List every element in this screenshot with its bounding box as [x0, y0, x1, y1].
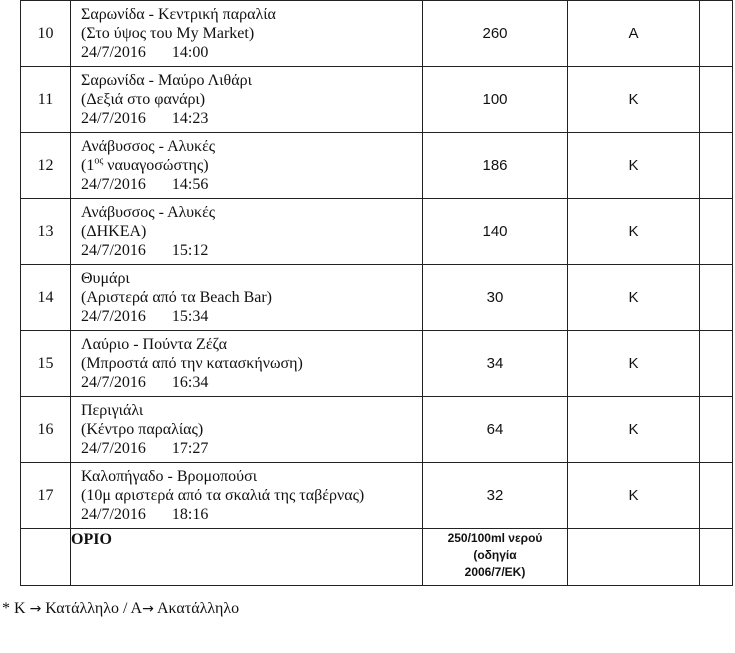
sample-time: 14:56: [171, 176, 209, 193]
limit-extra-empty-cell: [700, 529, 733, 586]
sample-time: 15:12: [171, 242, 209, 259]
location-detail: (Κέντρο παραλίας): [81, 421, 204, 438]
location-name: Λαύριο - Πούντα Ζέζα: [81, 336, 227, 353]
classification: Κ: [568, 331, 700, 397]
location-detail-superscript: ος: [94, 155, 104, 167]
extra-empty-cell: [700, 67, 733, 133]
table-row: [21, 331, 733, 397]
location-detail: [81, 156, 422, 175]
limit-line-2: (οδηγία: [473, 548, 517, 562]
sample-datetime: [81, 241, 422, 260]
location-detail-prefix: (1: [81, 157, 95, 174]
legend: [2, 600, 239, 618]
legend-arrow-2: →: [142, 601, 154, 617]
measurement-value: 140: [423, 199, 568, 265]
legend-mid: Κατάλληλο / Α: [45, 600, 143, 617]
location-detail: (Στο ύψος του My Market): [81, 25, 255, 42]
limit-value: [423, 529, 568, 586]
sample-time: 14:00: [171, 44, 209, 61]
extra-empty-cell: [700, 397, 733, 463]
location-cell: [71, 133, 423, 199]
limit-line-3: 2006/7/ΕΚ): [464, 565, 526, 579]
classification: Κ: [568, 397, 700, 463]
legend-suffix: Ακατάλληλο: [156, 600, 240, 617]
classification: Κ: [568, 199, 700, 265]
extra-empty-cell: [700, 265, 733, 331]
legend-arrow-1: →: [29, 601, 42, 617]
location-detail-suffix: ναυαγοσώστης): [103, 157, 209, 174]
measurement-value: 186: [423, 133, 568, 199]
location-detail: (Αριστερά από τα Beach Bar): [81, 289, 272, 306]
location-cell: [71, 265, 423, 331]
row-number: 17: [21, 463, 71, 529]
location-detail: (Μπροστά από την κατασκήνωση): [81, 355, 303, 372]
sample-date: 24/7/2016: [81, 242, 146, 259]
location-name: Ανάβυσσος - Αλυκές: [81, 204, 216, 221]
measurement-value: 32: [423, 463, 568, 529]
sample-datetime: [81, 307, 422, 326]
sample-date: 24/7/2016: [81, 44, 146, 61]
sample-datetime: [81, 373, 422, 392]
sample-time: 18:16: [171, 506, 209, 523]
row-number: 11: [21, 67, 71, 133]
location-cell: [71, 463, 423, 529]
limit-line-1: 250/100ml νερού: [447, 531, 543, 545]
sample-date: 24/7/2016: [81, 176, 146, 193]
location-cell: [71, 67, 423, 133]
sample-datetime: [81, 109, 422, 128]
sample-time: 14:23: [171, 110, 209, 127]
sample-date: 24/7/2016: [81, 506, 146, 523]
measurement-value: 34: [423, 331, 568, 397]
results-table: [20, 0, 733, 586]
sample-time: 15:34: [171, 308, 209, 325]
limit-class-empty-cell: [568, 529, 700, 586]
extra-empty-cell: [700, 463, 733, 529]
location-detail: (10μ αριστερά από τα σκαλιά της ταβέρνας): [81, 487, 365, 504]
measurement-value: 260: [423, 1, 568, 67]
extra-empty-cell: [700, 199, 733, 265]
table-row: [21, 133, 733, 199]
classification: Κ: [568, 463, 700, 529]
extra-empty-cell: [700, 331, 733, 397]
measurement-value: 64: [423, 397, 568, 463]
row-number: 16: [21, 397, 71, 463]
sample-datetime: [81, 175, 422, 194]
location-cell: [71, 397, 423, 463]
sample-date: 24/7/2016: [81, 440, 146, 457]
location-cell: [71, 1, 423, 67]
table-row: [21, 199, 733, 265]
location-detail: (ΔΗΚΕΑ): [81, 223, 147, 240]
table-row: [21, 1, 733, 67]
sample-date: 24/7/2016: [81, 374, 146, 391]
sample-date: 24/7/2016: [81, 110, 146, 127]
sample-time: 17:27: [171, 440, 209, 457]
extra-empty-cell: [700, 133, 733, 199]
classification: Κ: [568, 67, 700, 133]
results-table-body: [21, 1, 733, 529]
measurement-value: 100: [423, 67, 568, 133]
location-name: Ανάβυσσος - Αλυκές: [81, 138, 216, 155]
location-name: Σαρωνίδα - Μαύρο Λιθάρι: [81, 72, 252, 89]
row-number: 12: [21, 133, 71, 199]
limit-row: [21, 529, 733, 586]
table-row: [21, 463, 733, 529]
location-detail: (Δεξιά στο φανάρι): [81, 91, 206, 108]
location-name: Σαρωνίδα - Κεντρική παραλία: [81, 6, 276, 23]
row-number: 15: [21, 331, 71, 397]
location-cell: [71, 199, 423, 265]
location-name: Καλοπήγαδο - Βρομοπούσι: [81, 468, 258, 485]
table-row: [21, 265, 733, 331]
sample-date: 24/7/2016: [81, 308, 146, 325]
classification: Κ: [568, 133, 700, 199]
table-row: [21, 67, 733, 133]
row-number: 10: [21, 1, 71, 67]
table-row: [21, 397, 733, 463]
limit-label: ΟΡΙΟ: [71, 529, 423, 586]
row-number: 13: [21, 199, 71, 265]
sample-datetime: [81, 439, 422, 458]
sample-time: 16:34: [171, 374, 209, 391]
legend-prefix: * Κ: [2, 600, 26, 617]
location-name: Περιγιάλι: [81, 402, 144, 419]
sample-datetime: [81, 43, 422, 62]
row-number: 14: [21, 265, 71, 331]
sample-datetime: [81, 505, 422, 524]
extra-empty-cell: [700, 1, 733, 67]
classification: Α: [568, 1, 700, 67]
location-cell: [71, 331, 423, 397]
measurement-value: 30: [423, 265, 568, 331]
classification: Κ: [568, 265, 700, 331]
location-name: Θυμάρι: [81, 270, 130, 287]
limit-empty-cell: [21, 529, 71, 586]
